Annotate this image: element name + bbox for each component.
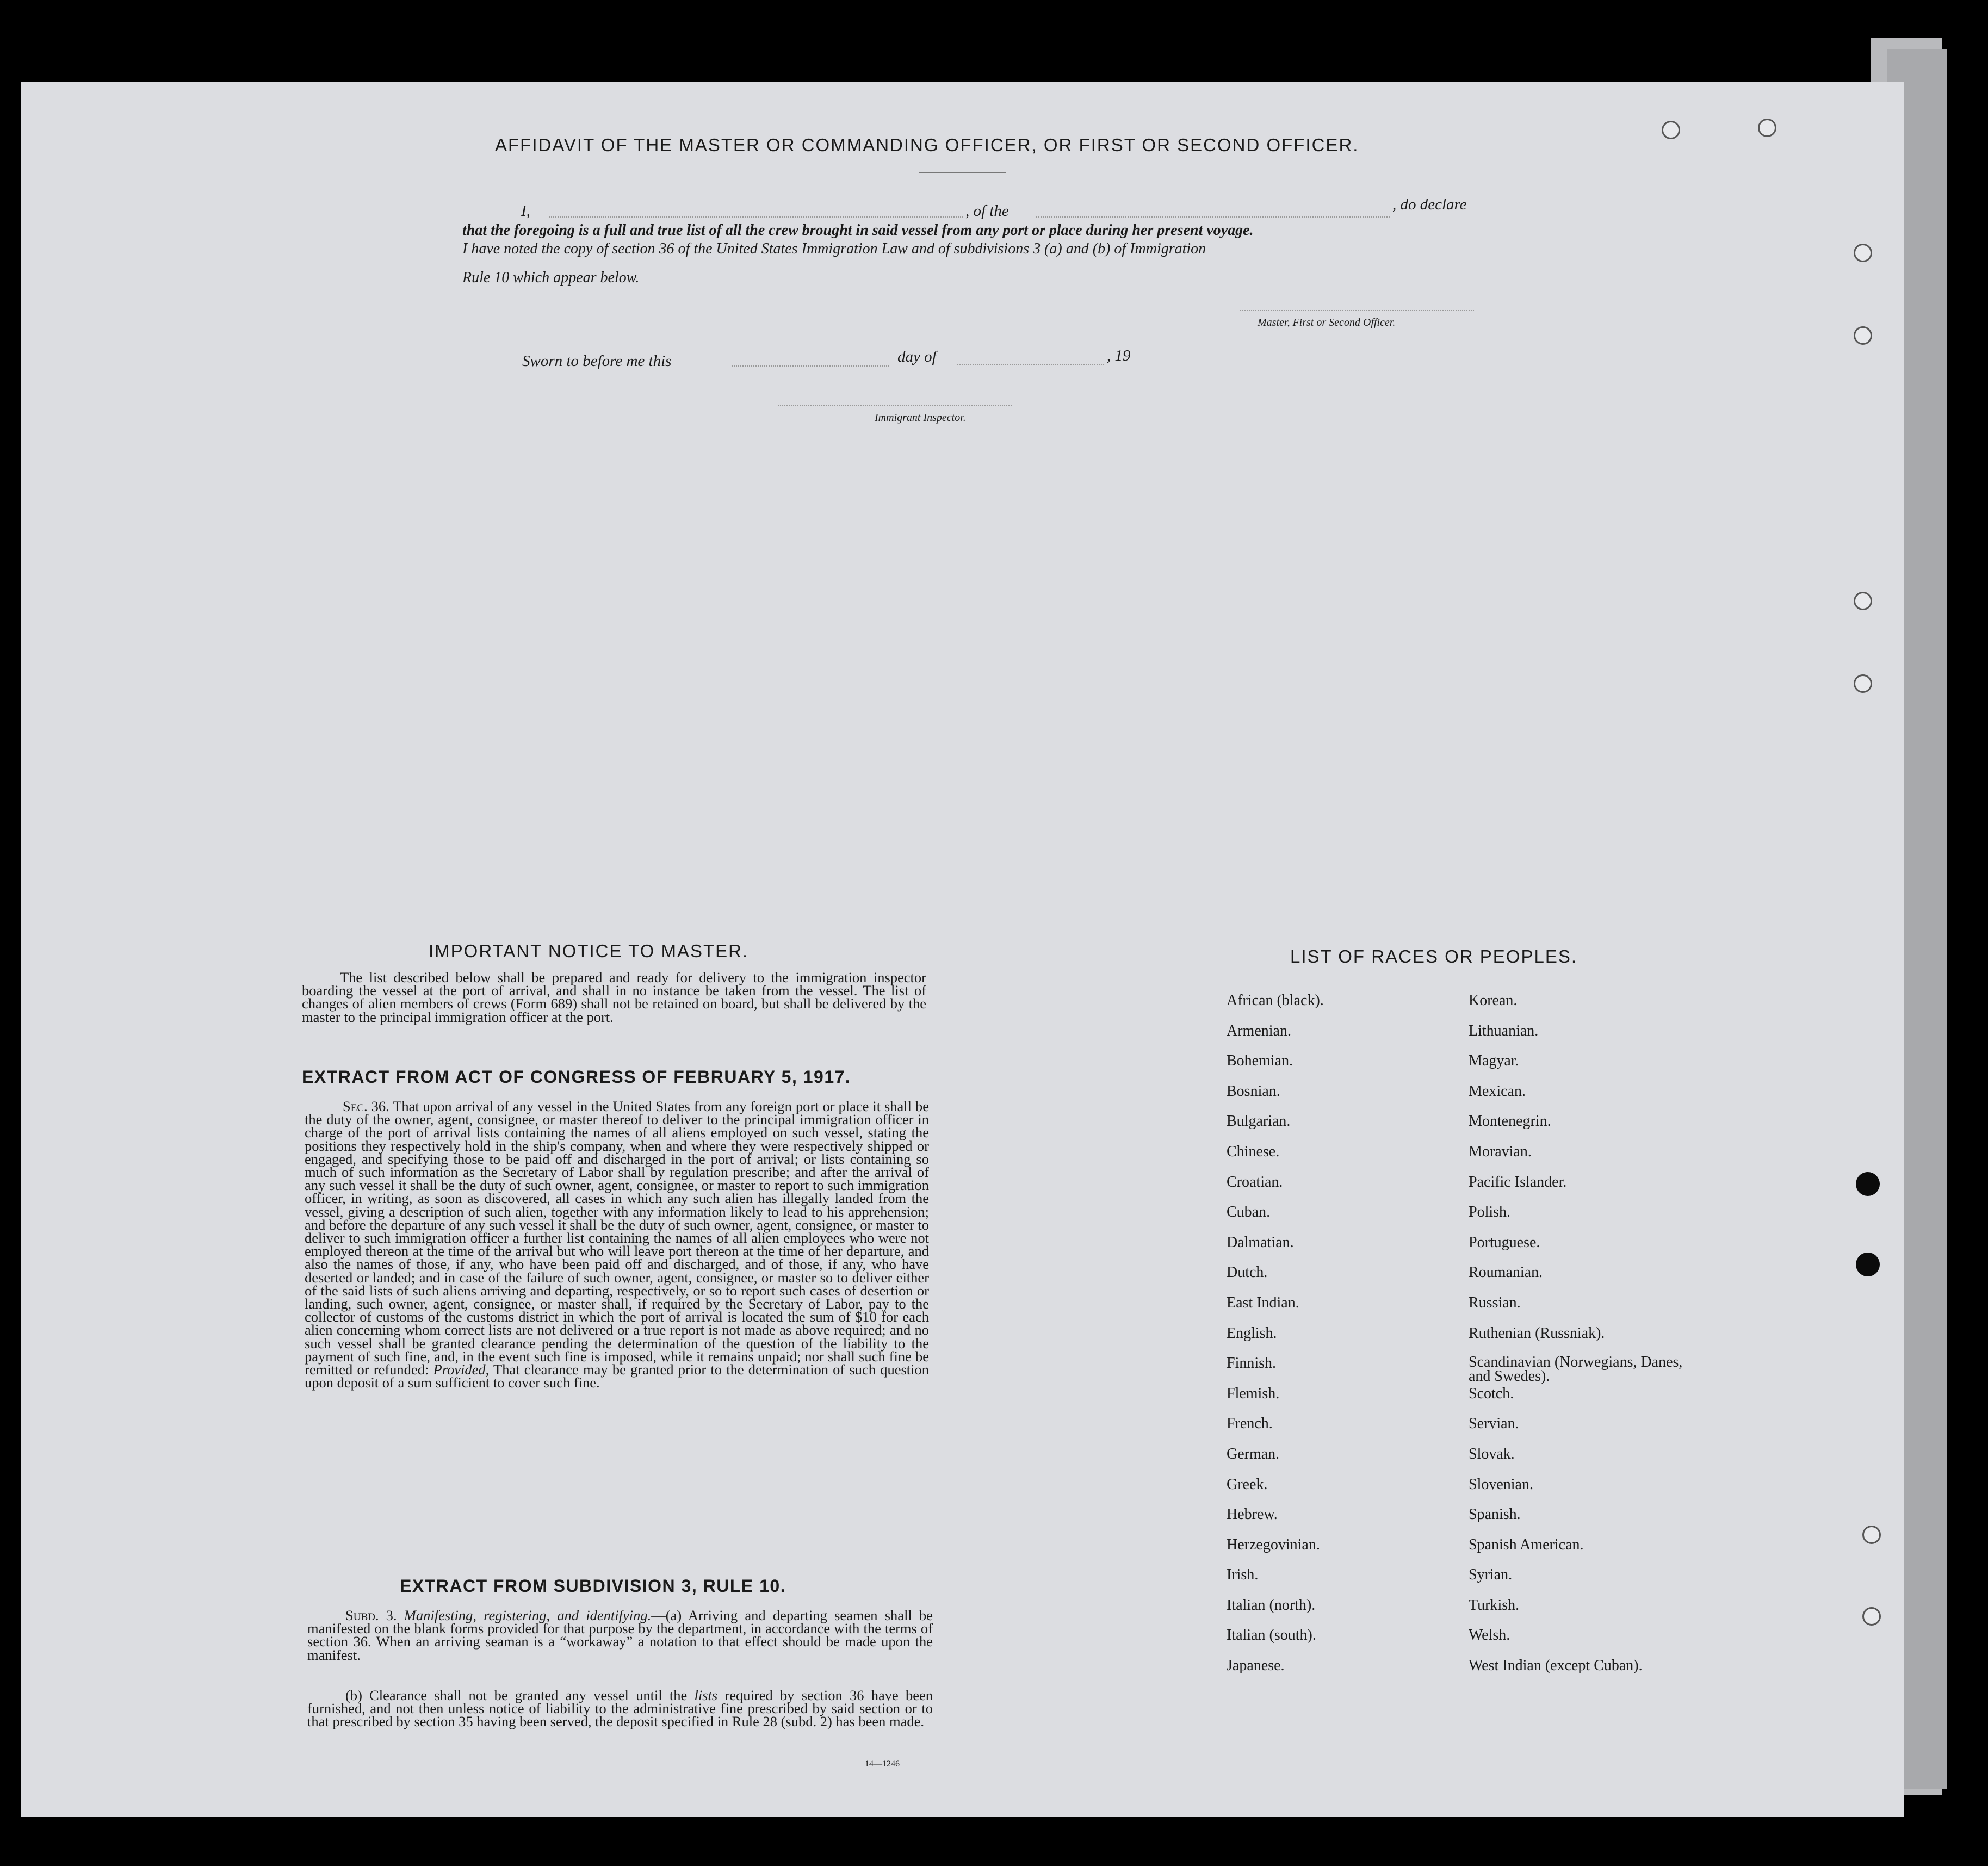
race-list-item: West Indian (except Cuban). [1469,1657,1643,1675]
month-blank [957,364,1104,365]
day-of-text: day of [897,348,937,365]
declaration-do-declare: , do declare [1392,196,1467,213]
race-list-item: Roumanian. [1469,1264,1543,1281]
race-list-item: Bohemian. [1227,1052,1293,1070]
punch-dot-icon [1856,1172,1880,1196]
inspector-signature-blank [778,405,1012,406]
race-list-item: Bosnian. [1227,1082,1280,1100]
binder-hole-icon [1854,326,1872,345]
race-list-item: Japanese. [1227,1657,1285,1675]
race-list-item: Lithuanian. [1469,1022,1539,1039]
race-list-item: Flemish. [1227,1385,1280,1402]
races-heading: LIST OF RACES OR PEOPLES. [1290,946,1578,966]
race-list-item: Mexican. [1469,1082,1526,1100]
race-list-item: Hebrew. [1227,1506,1278,1523]
race-list-item: Welsh. [1469,1627,1510,1644]
inspector-label: Immigrant Inspector. [875,412,966,424]
race-list-item: Irish. [1227,1566,1259,1584]
race-list-item: Slovenian. [1469,1476,1533,1493]
race-list-item: Chinese. [1227,1143,1280,1160]
race-list-item: Dutch. [1227,1264,1268,1281]
rule-text-b [307,1689,933,1728]
act-heading: EXTRACT FROM ACT OF CONGRESS OF FEBRUARY 5, 1917. [302,1067,851,1087]
notice-text: The list described below shall be prepared and ready for delivery to the immigration inspector boarding the vessel at the port of arrival, and shall in no instance be taken from the vessel. The list of changes of alien members of crews (Form 689) shall not be retained on board, but shall be delivered by the master to the principal immigration officer at the port. [302,969,926,1025]
declaration-i: I, [521,202,530,220]
title-rule [919,172,1006,173]
race-list-item: Slovak. [1469,1445,1515,1462]
race-list-item: Scotch. [1469,1385,1514,1402]
race-list-item: Herzegovinian. [1227,1536,1320,1553]
binder-hole-icon [1854,592,1872,610]
race-list-item: Greek. [1227,1476,1268,1493]
rule-text-a-body: —(a) Arriving and departing seamen shall be manifested on the blank forms provided for that purpose by the department, in accordance with the terms of section 36. When an arriving seaman is a “workaway” a notation to that effect should be made upon the manifest. [307,1607,933,1663]
race-list-item: Russian. [1469,1294,1521,1311]
race-list-item: Servian. [1469,1415,1519,1433]
race-list-item: French. [1227,1415,1273,1433]
subd-label: Subd. 3. [345,1607,397,1623]
provided-word: Provided, [433,1361,490,1378]
race-list-item: Italian (north). [1227,1596,1316,1614]
race-list-item: Portuguese. [1469,1233,1540,1251]
races-column-2 [1469,993,1697,1688]
binder-hole-icon [1854,674,1872,693]
act-text-end: That clearance may be granted prior to the determination of such question upon deposit of a sum sufficient to cover such fine. [305,1361,929,1391]
punch-dot-icon [1856,1253,1880,1276]
race-list-item: German. [1227,1445,1280,1462]
race-list-item: Dalmatian. [1227,1233,1294,1251]
binder-hole-icon [1862,1526,1881,1544]
rule-text-a [307,1609,933,1662]
race-list-item: Armenian. [1227,1022,1291,1039]
lists-word: lists [694,1687,718,1703]
officer-label: Master, First or Second Officer. [1258,317,1396,328]
race-list-item: African (black). [1227,992,1324,1009]
rule-text-b2: required by section 36 have been furnished, and not then unless notice of liability to the administrative fine prescribed by said section or to that prescribed by section 35 having been served, the deposit specified in Rule 28 (subd. 2) has been made. [307,1687,933,1730]
binder-hole-icon [1862,1607,1881,1626]
name-blank [549,216,963,218]
race-list-item: Montenegrin. [1469,1113,1551,1130]
act-text [305,1100,929,1389]
vessel-blank [1036,216,1390,218]
section-label: Sec. 36. [343,1098,389,1114]
race-list-item: Korean. [1469,992,1518,1009]
declaration-line-4: Rule 10 which appear below. [462,269,640,286]
race-list-item: Italian (south). [1227,1627,1316,1644]
race-list-item: Magyar. [1469,1052,1519,1070]
races-column-1 [1227,993,1324,1688]
day-blank [732,365,889,367]
affidavit-title: AFFIDAVIT OF THE MASTER OR COMMANDING OFFICER, OR FIRST OR SECOND OFFICER. [495,135,1359,155]
declaration-of-the: , of the [965,202,1009,220]
rule-text-b1: (b) Clearance shall not be granted any vessel until the [345,1687,688,1703]
race-list-item: Polish. [1469,1204,1511,1221]
form-code: 14—1246 [865,1759,900,1769]
binder-hole-icon [1854,244,1872,262]
race-list-item: Pacific Islander. [1469,1173,1567,1191]
race-list-item: Moravian. [1469,1143,1532,1160]
notice-heading: IMPORTANT NOTICE TO MASTER. [429,941,749,961]
race-list-item: Scandinavian (Norwegians, Danes, and Swedes). [1469,1354,1683,1385]
race-list-item: English. [1227,1324,1277,1342]
race-list-item: Bulgarian. [1227,1113,1291,1130]
race-list-item: Spanish American. [1469,1536,1584,1553]
race-list-item: Syrian. [1469,1566,1513,1584]
binder-hole-icon [1662,121,1680,139]
race-list-item: Spanish. [1469,1506,1521,1523]
act-text-body: That upon arrival of any vessel in the United States from any foreign port or place it shall be the duty of the owner, agent, consignee, or master thereof to deliver to the principal immigration officer in charge of the port of arrival lists containing the names of all aliens employed on such vessel, stating the positions they respectively hold in the ship's company, when and where they were respectively shipped or engaged, and specifying those to be paid off and discharged in the port of arrival; or lists containing so much of such information as the Secretary of Labor shall by regulation prescribe; and after the arrival of any such vessel it shall be the duty of such owner, agent, consignee, or master to report to such immigration officer, in writing, as soon as discovered, all cases in which any such alien has illegally landed from the vessel, giving a description of such alien, together with any information likely to lead to his apprehension; and before the departure of any such vessel it shall be the duty of such owner, agent, consignee, or master to deliver to such immigration officer a further list containing the names of all alien employees who were not employed thereon at the time of the arrival but who will leave port thereon at the time of her departure, and also the names of those, if any, who have been paid off and discharged, and of those, if any, who have deserted or landed; and in case of the failure of such owner, agent, consignee, or master so to deliver either of the said lists of such aliens arriving and departing, respectively, or so to report such cases of desertion or landing, such owner, agent, consignee, or master shall, if required by the Secretary of Labor, pay to the collector of customs of the customs district in which the port of arrival is located the sum of $10 for each alien concerning whom correct lists are not delivered or a true report is not made as above required; and no such vessel shall be granted clearance pending the determination of the question of the liability to the payment of such fine, and, in the event such fine is imposed, while it remains unpaid; nor shall such fine be remitted or refunded: [305,1098,929,1378]
race-list-item: Finnish. [1227,1355,1277,1372]
race-list-item: Cuban. [1227,1204,1271,1221]
declaration-line-2: that the foregoing is a full and true list of all the crew brought in said vessel from any port or place during her present voyage. [462,222,1254,239]
race-list-item: Croatian. [1227,1173,1283,1191]
binder-hole-icon [1758,119,1776,137]
race-list-item: Ruthenian (Russniak). [1469,1324,1605,1342]
rule-heading: EXTRACT FROM SUBDIVISION 3, RULE 10. [400,1576,786,1596]
declaration-line-3: I have noted the copy of section 36 of the United States Immigration Law and of subdivisions 3 (a) and (b) of Immigration [462,240,1206,257]
subd-title: Manifesting, registering, and identifying. [404,1607,652,1623]
year-text: , 19 [1107,347,1131,364]
race-list-item: Turkish. [1469,1596,1520,1614]
sworn-text: Sworn to before me this [522,352,672,370]
race-list-item: East Indian. [1227,1294,1299,1311]
officer-signature-blank [1240,310,1474,311]
